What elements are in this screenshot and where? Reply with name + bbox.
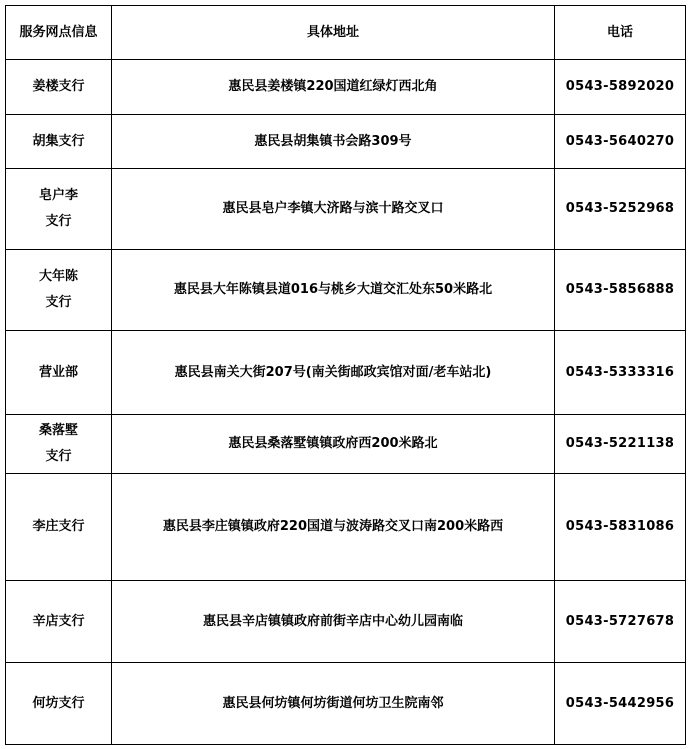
branch-table [5, 5, 686, 745]
branch-name-line: 辛店支行 [32, 613, 85, 629]
header-name: 服务网点信息 [6, 6, 112, 60]
header-row [6, 6, 686, 60]
table-row [6, 169, 686, 250]
branch-address: 惠民县皂户李镇大济路与滨十路交叉口 [112, 169, 555, 250]
branch-name-line: 支行 [45, 449, 72, 464]
branch-address: 惠民县胡集镇书会路309号 [112, 115, 555, 169]
branch-phone: 0543-5892020 [555, 60, 686, 115]
branch-name-line: 皂户李 [38, 188, 78, 203]
branch-phone: 0543-5252968 [555, 169, 686, 250]
branch-address: 惠民县南关大街207号(南关街邮政宾馆对面/老车站北) [112, 331, 555, 415]
branch-name-line: 支行 [45, 214, 72, 229]
branch-name [6, 115, 112, 169]
branch-name-line: 大年陈 [38, 269, 78, 284]
table-row [6, 581, 686, 663]
branch-address: 惠民县大年陈镇县道016与桃乡大道交汇处东50米路北 [112, 250, 555, 331]
branch-name [6, 331, 112, 415]
branch-phone: 0543-5333316 [555, 331, 686, 415]
table-row [6, 663, 686, 745]
branch-name [6, 60, 112, 115]
branch-name-line: 桑落墅 [38, 423, 78, 438]
table-row [6, 60, 686, 115]
branch-name [6, 581, 112, 663]
branch-phone: 0543-5221138 [555, 415, 686, 474]
table-row [6, 115, 686, 169]
table-row [6, 331, 686, 415]
branch-address: 惠民县辛店镇镇政府前街辛店中心幼儿园南临 [112, 581, 555, 663]
branch-name-line: 营业部 [38, 364, 78, 380]
branch-address: 惠民县姜楼镇220国道红绿灯西北角 [112, 60, 555, 115]
branch-address: 惠民县何坊镇何坊街道何坊卫生院南邻 [112, 663, 555, 745]
branch-name-line: 李庄支行 [32, 519, 85, 534]
header-phone: 电话 [555, 6, 686, 60]
branch-phone: 0543-5727678 [555, 581, 686, 663]
table-row [6, 474, 686, 581]
branch-name [6, 250, 112, 331]
branch-name [6, 415, 112, 474]
branch-name [6, 663, 112, 745]
header-address: 具体地址 [112, 6, 555, 60]
branch-address: 惠民县桑落墅镇镇政府西200米路北 [112, 415, 555, 474]
branch-phone: 0543-5442956 [555, 663, 686, 745]
branch-phone: 0543-5640270 [555, 115, 686, 169]
table-row [6, 415, 686, 474]
table-row [6, 250, 686, 331]
branch-name-line: 支行 [45, 295, 72, 310]
branch-phone: 0543-5856888 [555, 250, 686, 331]
branch-name [6, 169, 112, 250]
branch-name [6, 474, 112, 581]
branch-name-line: 姜楼支行 [32, 79, 85, 94]
branch-address: 惠民县李庄镇镇政府220国道与波涛路交叉口南200米路西 [112, 474, 555, 581]
branch-phone: 0543-5831086 [555, 474, 686, 581]
branch-name-line: 何坊支行 [32, 695, 85, 711]
branch-name-line: 胡集支行 [32, 133, 85, 149]
